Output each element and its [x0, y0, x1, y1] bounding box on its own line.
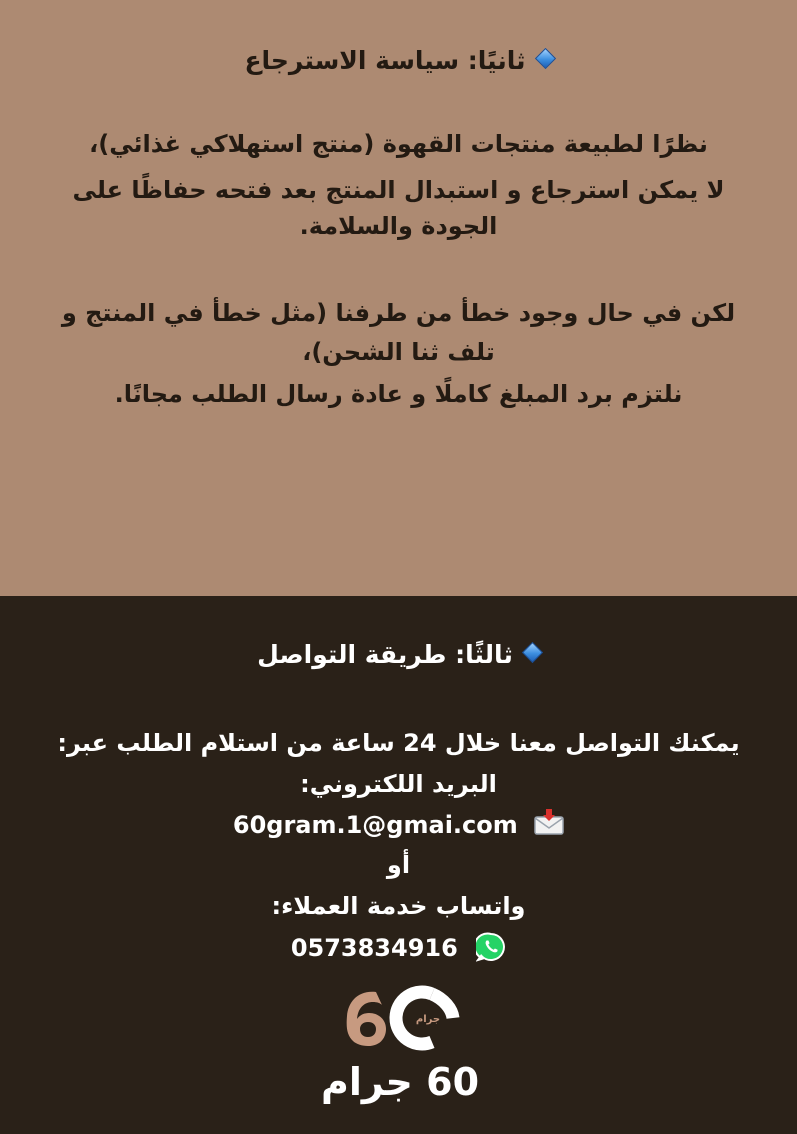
return-policy-line-4: لكن في حال وجود خطأ من طرفنا (مثل خطأ في المنتج و [61, 299, 736, 327]
return-policy-line-5: تلف ثنا الشحن)، [302, 338, 495, 366]
or-text: أو [386, 851, 411, 879]
contact-heading [0, 638, 797, 672]
return-policy-heading [0, 44, 797, 78]
return-policy-line-1: نظرًا لطبيعة منتجات القهوة (منتج استهلاكي غذائي)، [89, 130, 708, 158]
phone-number[interactable]: 0573834916 [290, 934, 458, 962]
blue-diamond-icon [534, 48, 555, 69]
logo-small-text: جرام [415, 1014, 441, 1025]
phone-row [0, 930, 797, 972]
return-policy-title: ثانيًا: سياسة الاسترجاع [244, 46, 526, 75]
email-address[interactable]: 60gram.1@gmai.com [232, 811, 518, 839]
email-row [0, 807, 797, 845]
contact-title: ثالثًا: طريقة التواصل [257, 640, 513, 669]
contact-intro: يمكنك التواصل معنا خلال 24 ساعة من استلام الطلب عبر: [57, 729, 740, 757]
return-policy-line-3: الجودة والسلامة. [299, 212, 498, 240]
return-policy-line-6: نلتزم برد المبلغ كاملًا و عادة رسال الطلب مجانًا. [114, 380, 683, 408]
blue-diamond-icon [522, 642, 543, 663]
envelope-icon [534, 809, 564, 845]
email-label: البريد اللكتروني: [300, 770, 497, 798]
whatsapp-label: واتساب خدمة العملاء: [271, 892, 526, 920]
whatsapp-icon[interactable] [476, 932, 506, 972]
brand-logo-text: 60 جرام [320, 1060, 480, 1104]
return-policy-line-2: لا يمكن استرجاع و استبدال المنتج بعد فتحه حفاظًا على [72, 176, 725, 204]
